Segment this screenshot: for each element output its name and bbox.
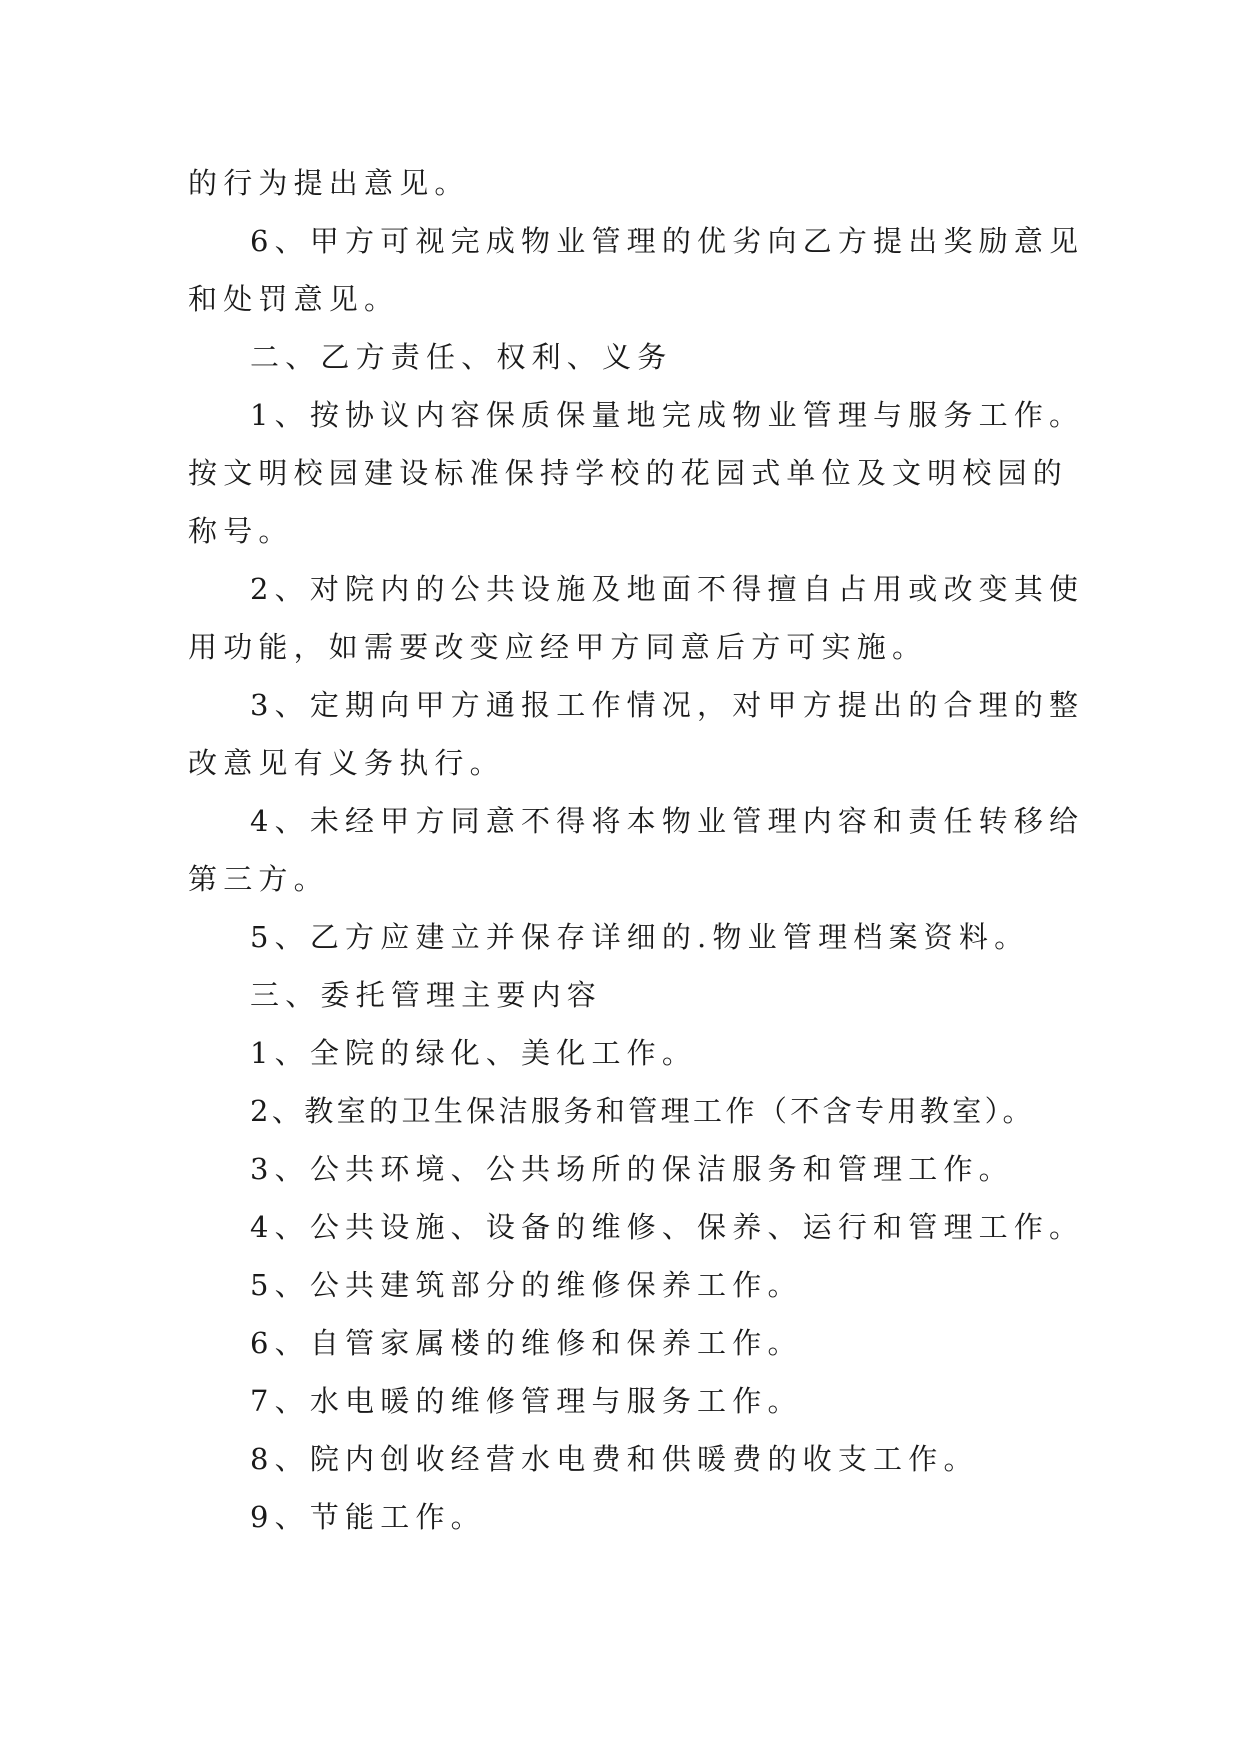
text-line: 1、按协议内容保质保量地完成物业管理与服务工作。 xyxy=(250,398,1085,432)
text-line: 和处罚意见。 xyxy=(188,282,400,316)
text-line: 用功能，如需要改变应经甲方同意后方可实施。 xyxy=(188,630,928,664)
text-line: 9、节能工作。 xyxy=(250,1500,486,1534)
section-heading: 二、乙方责任、权利、义务 xyxy=(250,340,673,374)
text-line: 4、公共设施、设备的维修、保养、运行和管理工作。 xyxy=(250,1210,1085,1244)
text-line: 改意见有义务执行。 xyxy=(188,746,505,780)
text-line: 4、未经甲方同意不得将本物业管理内容和责任转移给 xyxy=(250,804,1085,838)
text-line: 2、教室的卫生保洁服务和管理工作（不含专用教室）。 xyxy=(250,1094,1035,1128)
text-line: 3、定期向甲方通报工作情况，对甲方提出的合理的整 xyxy=(250,688,1085,722)
text-line: 1、全院的绿化、美化工作。 xyxy=(250,1036,698,1070)
text-line: 8、院内创收经营水电费和供暖费的收支工作。 xyxy=(250,1442,979,1476)
text-line: 称号。 xyxy=(188,514,294,548)
text-line: 5、乙方应建立并保存详细的.物业管理档案资料。 xyxy=(250,920,1030,954)
text-line: 2、对院内的公共设施及地面不得擅自占用或改变其使 xyxy=(250,572,1085,606)
text-line: 7、水电暖的维修管理与服务工作。 xyxy=(250,1384,803,1418)
text-line: 按文明校园建设标准保持学校的花园式单位及文明校园的 xyxy=(188,456,1069,490)
section-heading: 三、委托管理主要内容 xyxy=(250,978,603,1012)
text-line: 3、公共环境、公共场所的保洁服务和管理工作。 xyxy=(250,1152,1014,1186)
text-line: 5、公共建筑部分的维修保养工作。 xyxy=(250,1268,803,1302)
text-line: 6、甲方可视完成物业管理的优劣向乙方提出奖励意见 xyxy=(250,224,1085,258)
text-line: 的行为提出意见。 xyxy=(188,166,470,200)
text-line: 6、自管家属楼的维修和保养工作。 xyxy=(250,1326,803,1360)
text-line: 第三方。 xyxy=(188,862,329,896)
